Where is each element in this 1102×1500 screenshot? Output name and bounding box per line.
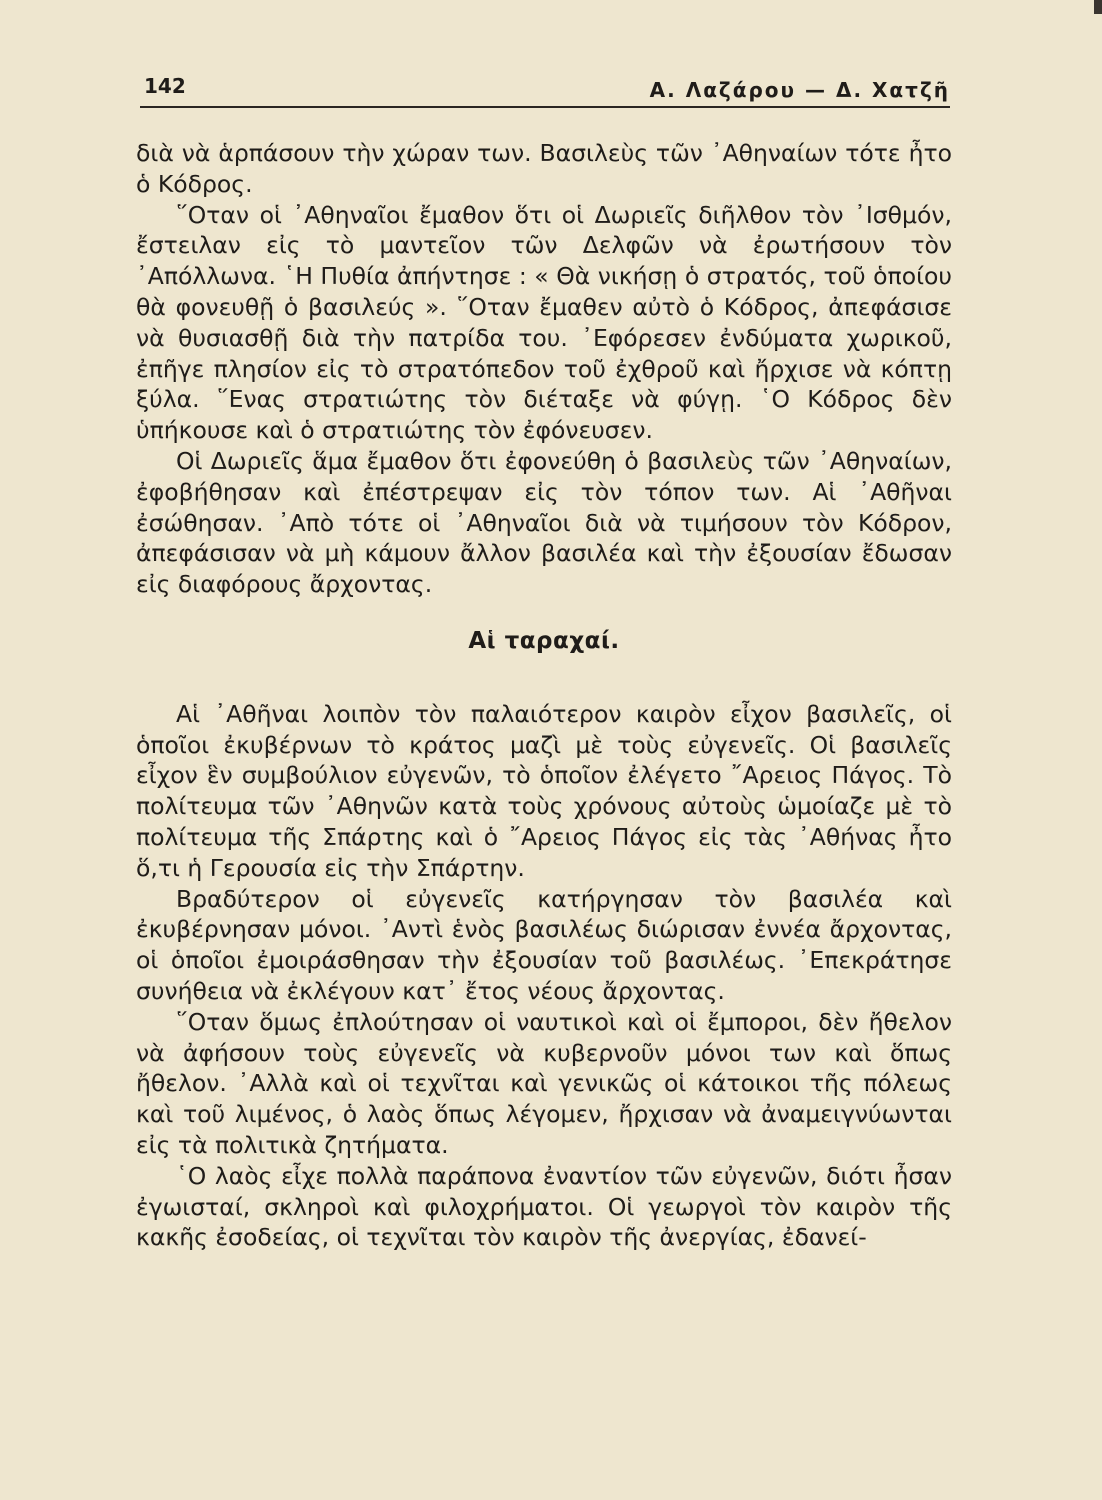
paragraph: Βραδύτερον οἱ εὐγενεῖς κατήργησαν τὸν βασιλέα καὶ ἐκυβέρνησαν μόνοι. ᾿Αντὶ ἑνὸς βασιλέως διώρισαν ἐννέα ἄρχοντας, οἱ ὁποῖοι ἐμοιράσθησαν τὴν ἐξουσίαν τοῦ βασιλέως. ᾿Επεκράτησε συνήθεια νὰ ἐκλέγουν κατ᾿ ἔτος νέους ἄρχοντας. xyxy=(136,884,952,1005)
paragraph: Αἱ ᾿Αθῆναι λοιπὸν τὸν παλαιότερον καιρὸν εἶχον βασιλεῖς, οἱ ὁποῖοι ἐκυβέρνων τὸ κράτος μαζὶ μὲ τοὺς εὐγενεῖς. Οἱ βασιλεῖς εἶχον ἓν συμβούλιον εὐγενῶν, τὸ ὁποῖον ἐλέγετο ῎Αρειος Πάγος. Τὸ πολίτευμα τῶν ᾿Αθηνῶν κατὰ τοὺς χρόνους αὐτοὺς ὡμοίαζε μὲ τὸ πολίτευμα τῆς Σπάρτης καὶ ὁ ῎Αρειος Πάγος εἰς τὰς ᾿Αθήνας ἦτο ὅ,τι ἡ Γερουσία εἰς τὴν Σπάρτην. xyxy=(136,699,952,882)
paragraph: ῞Οταν οἱ ᾿Αθηναῖοι ἔμαθον ὅτι οἱ Δωριεῖς διῆλθον τὸν ᾿Ισθμόν, ἔστειλαν εἰς τὸ μαντεῖον τῶν Δελφῶν νὰ ἐρωτήσουν τὸν ᾿Απόλλωνα. ῾Η Πυθία ἀπήντησε : « Θὰ νικήσῃ ὁ στρατός, τοῦ ὁποίου θὰ φονευθῇ ὁ βασιλεύς ». ῞Οταν ἔμαθεν αὐτὸ ὁ Κόδρος, ἀπεφάσισε νὰ θυσιασθῇ διὰ τὴν πατρίδα του. ᾿Εφόρεσεν ἐνδύματα χωρικοῦ, ἐπῆγε πλησίον εἰς τὸ στρατόπεδον τοῦ ἐχθροῦ καὶ ἤρχισε νὰ κόπτῃ ξύλα. ῞Ενας στρατιώτης τὸν διέταξε νὰ φύγῃ. ῾Ο Κόδρος δὲν ὑπήκουσε καὶ ὁ στρατιώτης τὸν ἐφόνευσεν. xyxy=(136,200,952,445)
paragraph: διὰ νὰ ἁρπάσουν τὴν χώραν των. Βασιλεὺς τῶν ᾿Αθηναίων τότε ἦτο ὁ Κόδρος. xyxy=(136,139,952,198)
section-heading-text: Αἱ ταραχαί. xyxy=(468,627,620,654)
page-header xyxy=(140,72,950,108)
page-number: 142 xyxy=(144,74,186,98)
section-heading xyxy=(136,626,952,657)
body-text xyxy=(136,138,952,1253)
page-edge-mark xyxy=(1094,0,1102,14)
running-head: Α. Λαζάρου — Δ. Χατζῆ xyxy=(649,78,950,102)
paragraph: Οἱ Δωριεῖς ἅμα ἔμαθον ὅτι ἐφονεύθη ὁ βασιλεὺς τῶν ᾿Αθηναίων, ἐφοβήθησαν καὶ ἐπέστρεψαν εἰς τὸν τόπον των. Αἱ ᾿Αθῆναι ἐσώθησαν. ᾿Απὸ τότε οἱ ᾿Αθηναῖοι διὰ νὰ τιμήσουν τὸν Κόδρον, ἀπεφάσισαν νὰ μὴ κάμουν ἄλλον βασιλέα καὶ τὴν ἐξουσίαν ἔδωσαν εἰς διαφόρους ἄρχοντας. xyxy=(136,446,952,599)
paragraph: ῾Ο λαὸς εἶχε πολλὰ παράπονα ἐναντίον τῶν εὐγενῶν, διότι ἦσαν ἐγωισταί, σκληροὶ καὶ φιλοχρήματοι. Οἱ γεωργοὶ τὸν καιρὸν τῆς κακῆς ἐσοδείας, οἱ τεχνῖται τὸν καιρὸν τῆς ἀνεργίας, ἐδανεί- xyxy=(136,1161,952,1252)
paragraph: ῞Οταν ὅμως ἐπλούτησαν οἱ ναυτικοὶ καὶ οἱ ἔμποροι, δὲν ἤθελον νὰ ἀφήσουν τοὺς εὐγενεῖς νὰ κυβερνοῦν μόνοι των καὶ ὅπως ἤθελον. ᾿Αλλὰ καὶ οἱ τεχνῖται καὶ γενικῶς οἱ κάτοικοι τῆς πόλεως καὶ τοῦ λιμένος, ὁ λαὸς ὅπως λέγομεν, ἤρχισαν νὰ ἀναμειγνύωνται εἰς τὰ πολιτικὰ ζητήματα. xyxy=(136,1007,952,1159)
